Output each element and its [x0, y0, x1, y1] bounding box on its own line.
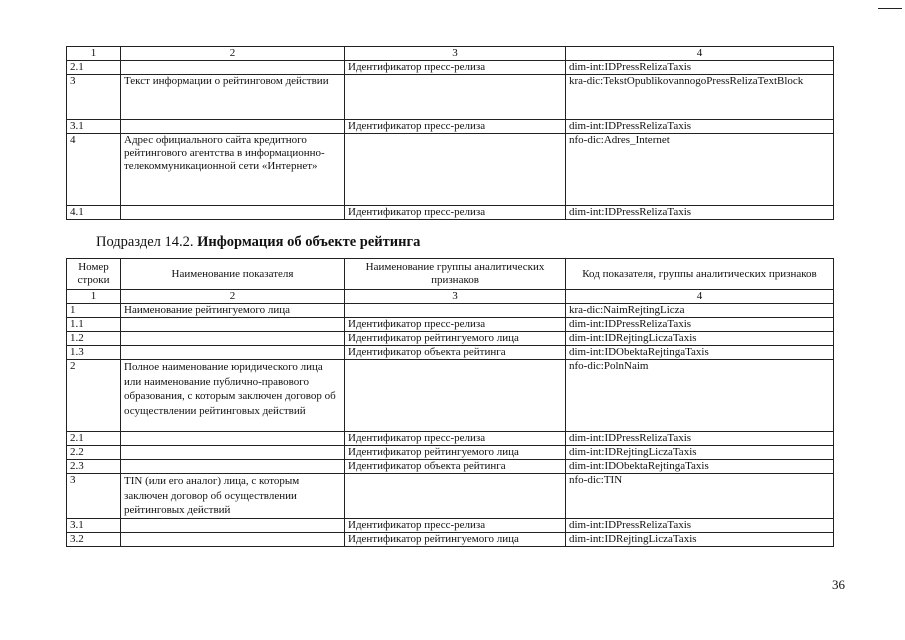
header-indicator-name: Наименование показателя	[121, 259, 345, 290]
row-number: 1.1	[67, 318, 121, 332]
group-name	[345, 474, 566, 519]
indicator-code: dim-int:IDRejtingLiczaTaxis	[566, 332, 834, 346]
indicator-name	[121, 532, 345, 546]
indicator-name: Наименование рейтингуемого лица	[121, 304, 345, 318]
indicator-name	[121, 432, 345, 446]
col-num-3: 3	[345, 47, 566, 61]
col-num-4: 4	[566, 47, 834, 61]
indicator-name	[121, 446, 345, 460]
indicator-code: dim-int:IDObektaRejtingaTaxis	[566, 346, 834, 360]
column-numbering-row	[67, 290, 834, 304]
indicator-code: nfo-dic:Adres_Internet	[566, 134, 834, 206]
page-number: 36	[832, 577, 845, 592]
table-row	[67, 346, 834, 360]
group-name: Идентификатор пресс-релиза	[345, 120, 566, 134]
indicator-name: Полное наименование юридического лица или наименование публично-правового образования, с которым заключен договор об осуществлении рейтинговых действий	[121, 360, 345, 432]
indicator-name	[121, 206, 345, 220]
group-name: Идентификатор пресс-релиза	[345, 318, 566, 332]
section-heading	[96, 234, 420, 251]
group-name: Идентификатор рейтингуемого лица	[345, 332, 566, 346]
col-num-1: 1	[67, 290, 121, 304]
indicator-name: TIN (или его аналог) лица, с которым заключен договор об осуществлении рейтинговых действий	[121, 474, 345, 519]
table-row	[67, 318, 834, 332]
row-number: 4.1	[67, 206, 121, 220]
group-name: Идентификатор объекта рейтинга	[345, 460, 566, 474]
indicator-name: Адрес официального сайта кредитного рейтингового агентства в информационно-телекоммуникационной сети «Интернет»	[121, 134, 345, 206]
indicator-code: dim-int:IDPressRelizaTaxis	[566, 120, 834, 134]
table-row	[67, 206, 834, 220]
group-name: Идентификатор рейтингуемого лица	[345, 532, 566, 546]
indicator-name	[121, 460, 345, 474]
indicator-code: nfo-dic:TIN	[566, 474, 834, 519]
indicator-code: dim-int:IDRejtingLiczaTaxis	[566, 532, 834, 546]
group-name: Идентификатор рейтингуемого лица	[345, 446, 566, 460]
col-num-2: 2	[121, 290, 345, 304]
indicator-code: dim-int:IDPressRelizaTaxis	[566, 61, 834, 75]
table-row	[67, 532, 834, 546]
indicator-name	[121, 120, 345, 134]
column-header-row	[67, 259, 834, 290]
indicator-code: dim-int:IDPressRelizaTaxis	[566, 518, 834, 532]
header-row-number: Номер строки	[67, 259, 121, 290]
indicator-code: dim-int:IDPressRelizaTaxis	[566, 318, 834, 332]
col-num-1: 1	[67, 47, 121, 61]
table-row	[67, 518, 834, 532]
indicators-table-continued	[66, 46, 834, 220]
indicator-code: dim-int:IDRejtingLiczaTaxis	[566, 446, 834, 460]
table-row	[67, 360, 834, 432]
col-num-4: 4	[566, 290, 834, 304]
header-indicator-code: Код показателя, группы аналитических признаков	[566, 259, 834, 290]
indicator-code: nfo-dic:PolnNaim	[566, 360, 834, 432]
group-name: Идентификатор пресс-релиза	[345, 61, 566, 75]
row-number: 2.3	[67, 460, 121, 474]
table-row	[67, 474, 834, 519]
row-number: 3.1	[67, 120, 121, 134]
table-row	[67, 446, 834, 460]
indicator-code: dim-int:IDPressRelizaTaxis	[566, 206, 834, 220]
group-name	[345, 134, 566, 206]
group-name	[345, 304, 566, 318]
group-name: Идентификатор объекта рейтинга	[345, 346, 566, 360]
indicator-code: kra-dic:TekstOpublikovannogoPressRelizaTextBlock	[566, 75, 834, 120]
table-row	[67, 460, 834, 474]
group-name	[345, 360, 566, 432]
section-prefix: Подраздел 14.2.	[96, 234, 198, 250]
column-numbering-row	[67, 47, 834, 61]
row-number: 3.1	[67, 518, 121, 532]
group-name	[345, 75, 566, 120]
indicator-name	[121, 346, 345, 360]
row-number: 1.3	[67, 346, 121, 360]
indicator-code: dim-int:IDObektaRejtingaTaxis	[566, 460, 834, 474]
group-name: Идентификатор пресс-релиза	[345, 432, 566, 446]
row-number: 3	[67, 474, 121, 519]
table-row	[67, 75, 834, 120]
row-number: 1.2	[67, 332, 121, 346]
top-rule	[878, 8, 902, 9]
table-row	[67, 61, 834, 75]
row-number: 4	[67, 134, 121, 206]
indicator-name	[121, 518, 345, 532]
col-num-2: 2	[121, 47, 345, 61]
indicator-name	[121, 61, 345, 75]
indicator-name	[121, 332, 345, 346]
row-number: 1	[67, 304, 121, 318]
col-num-3: 3	[345, 290, 566, 304]
row-number: 2.1	[67, 432, 121, 446]
indicator-name	[121, 318, 345, 332]
header-group-name: Наименование группы аналитических признаков	[345, 259, 566, 290]
table-row	[67, 332, 834, 346]
table-row	[67, 134, 834, 206]
indicator-name: Текст информации о рейтинговом действии	[121, 75, 345, 120]
table-row	[67, 432, 834, 446]
row-number: 3.2	[67, 532, 121, 546]
row-number: 2	[67, 360, 121, 432]
indicator-code: kra-dic:NaimRejtingLicza	[566, 304, 834, 318]
row-number: 2.1	[67, 61, 121, 75]
rating-object-table	[66, 258, 834, 547]
table-row	[67, 120, 834, 134]
section-title: Информация об объекте рейтинга	[197, 234, 421, 250]
group-name: Идентификатор пресс-релиза	[345, 518, 566, 532]
indicator-code: dim-int:IDPressRelizaTaxis	[566, 432, 834, 446]
row-number: 2.2	[67, 446, 121, 460]
group-name: Идентификатор пресс-релиза	[345, 206, 566, 220]
table-row	[67, 304, 834, 318]
row-number: 3	[67, 75, 121, 120]
